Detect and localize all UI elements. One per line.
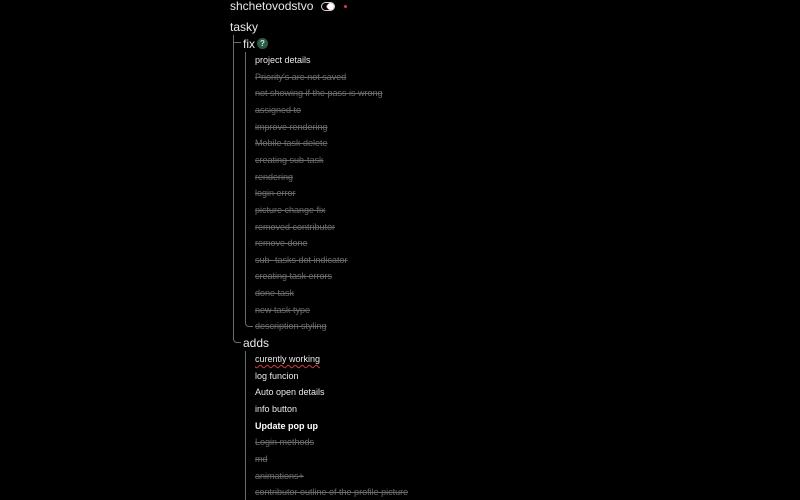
list-item[interactable]: Priority's are not saved bbox=[255, 71, 347, 82]
list-item[interactable]: Mobile task delete bbox=[255, 138, 328, 149]
tree-branch-fix bbox=[233, 42, 241, 43]
list-item[interactable]: sub- tasks dot indicator bbox=[255, 254, 348, 265]
header bbox=[230, 0, 347, 12]
list-item[interactable]: rendering bbox=[255, 171, 294, 182]
list-item[interactable]: creating sub-task bbox=[255, 154, 324, 165]
toggle-knob bbox=[327, 3, 334, 10]
theme-toggle[interactable] bbox=[321, 2, 335, 11]
list-item[interactable]: project details bbox=[255, 55, 311, 65]
list-item[interactable]: Auto open details bbox=[255, 387, 325, 398]
list-item[interactable]: contributor outline of the profile picture bbox=[255, 487, 409, 498]
list-item[interactable]: remove done bbox=[255, 238, 308, 249]
list-item[interactable]: new task type bbox=[255, 304, 311, 315]
tree-line-root bbox=[233, 35, 234, 337]
tree-node-fix[interactable]: fix bbox=[243, 37, 255, 51]
tree-branch-fix-last bbox=[245, 321, 253, 327]
list-item[interactable]: Login methods bbox=[255, 437, 315, 448]
list-item[interactable]: removed contributor bbox=[255, 221, 336, 232]
help-badge-icon[interactable]: ? bbox=[257, 38, 268, 49]
tree-root-tasky[interactable]: tasky bbox=[230, 20, 259, 34]
list-item[interactable]: md bbox=[255, 453, 268, 464]
list-item[interactable]: not showing if the pass is wrong bbox=[255, 88, 383, 99]
notification-dot-icon bbox=[344, 5, 347, 8]
list-item[interactable]: description styling bbox=[255, 321, 327, 332]
list-item[interactable]: info button bbox=[255, 403, 298, 414]
tree-node-adds[interactable]: adds bbox=[243, 336, 270, 350]
list-item[interactable]: assigned to bbox=[255, 104, 302, 115]
tree-line-adds bbox=[245, 351, 246, 500]
list-item[interactable]: creating task errors bbox=[255, 271, 333, 282]
workspace-title: shchetovodstvo bbox=[230, 0, 314, 13]
list-item[interactable]: animations+ bbox=[255, 470, 304, 481]
list-item[interactable]: picture change fix bbox=[255, 204, 326, 215]
list-item[interactable]: Update pop up bbox=[255, 420, 318, 431]
tree-line-fix bbox=[245, 52, 246, 323]
list-item[interactable]: curently working bbox=[255, 354, 321, 364]
list-item[interactable]: login error bbox=[255, 188, 296, 199]
list-item[interactable]: log funcion bbox=[255, 370, 299, 381]
tree-branch-adds bbox=[233, 337, 241, 343]
list-item[interactable]: done task bbox=[255, 288, 295, 299]
list-item[interactable]: improve rendering bbox=[255, 121, 328, 132]
